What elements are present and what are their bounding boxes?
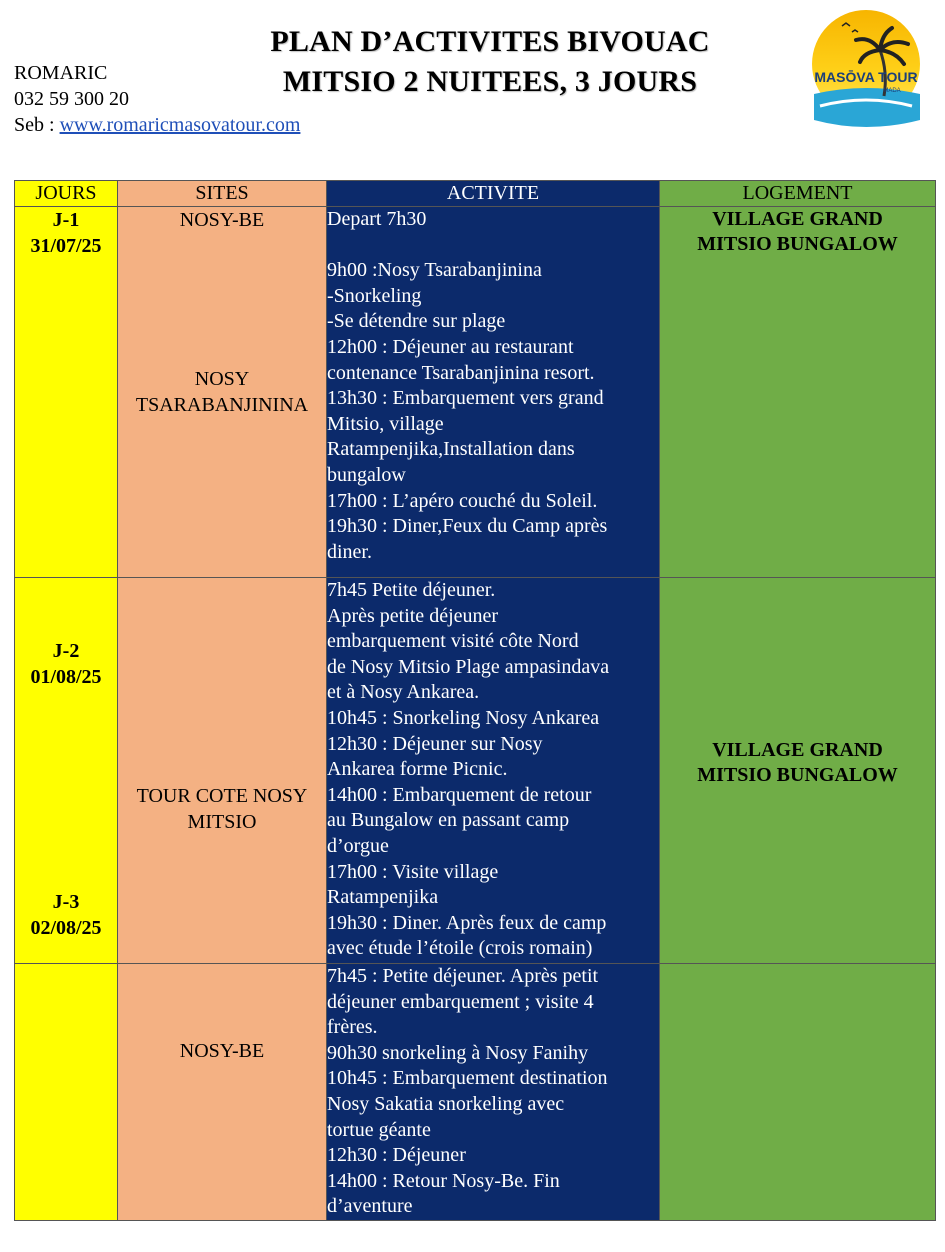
activity-plan-table [14, 180, 936, 1221]
day-label: J-2 [52, 640, 80, 662]
activity-line: Mitsio, village [327, 412, 444, 435]
activity-cell [327, 207, 660, 578]
activity-line: 10h45 : Snorkeling Nosy Ankarea [327, 706, 600, 729]
activity-line: 19h30 : Diner. Après feux de camp [327, 911, 607, 934]
title-line-2: MITSIO 2 NUITEES, 3 JOURS [282, 65, 698, 98]
day-date: 31/07/25 [30, 235, 102, 257]
logo-subtext: MADA [883, 88, 901, 94]
logement-line: VILLAGE GRAND [712, 739, 883, 761]
day-date: 02/08/25 [30, 917, 102, 939]
header-activite: ACTIVITE [327, 181, 660, 207]
activity-line: déjeuner embarquement ; visite 4 [327, 990, 594, 1013]
activity-line: 17h00 : L’apéro couché du Soleil. [327, 489, 598, 512]
activity-line: frères. [327, 1016, 378, 1039]
website-link[interactable]: www.romaricmasovatour.com [59, 114, 301, 136]
activity-line: diner. [327, 540, 372, 563]
activity-line: 10h45 : Embarquement destination [327, 1067, 608, 1090]
site-main [118, 1038, 326, 1064]
activity-line: 14h00 : Embarquement de retour [327, 783, 592, 806]
activity-line: au Bungalow en passant camp [327, 809, 570, 832]
activity-line: 19h30 : Diner,Feux du Camp après [327, 515, 608, 538]
activity-line: d’orgue [327, 834, 389, 857]
company-logo [800, 2, 932, 134]
logement-text [660, 738, 935, 788]
site-line: TSARABANJININA [135, 394, 309, 416]
activity-line: Après petite déjeuner [327, 604, 499, 627]
logement-cell [660, 578, 936, 964]
activity-line: 12h00 : Déjeuner au restaurant [327, 335, 574, 358]
contact-name: ROMARIC [14, 62, 108, 84]
logement-line: MITSIO BUNGALOW [697, 764, 898, 786]
activity-line: et à Nosy Ankarea. [327, 681, 480, 704]
site-main [118, 783, 326, 835]
table-row-day-3 [15, 964, 936, 1221]
logement-line: VILLAGE GRAND [712, 208, 883, 230]
activity-line: bungalow [327, 463, 406, 486]
activity-line: Ankarea forme Picnic. [327, 758, 508, 781]
page-title [240, 22, 740, 102]
activity-line: 12h30 : Déjeuner sur Nosy [327, 732, 543, 755]
logo-text: MASŌVA TOUR [814, 69, 918, 85]
activity-line: Ratampenjika [327, 886, 439, 909]
activity-line [327, 233, 659, 259]
activity-line: 17h00 : Visite village [327, 860, 499, 883]
activity-line: 12h30 : Déjeuner [327, 1144, 466, 1167]
table-row-day-2 [15, 578, 936, 964]
website-label: Seb : [14, 114, 60, 136]
activity-line: 9h00 :Nosy Tsarabanjinina [327, 259, 542, 282]
activity-line: embarquement visité côte Nord [327, 630, 579, 653]
header-sites: SITES [118, 181, 327, 207]
day-label: J-3 [52, 891, 80, 913]
activity-line: d’aventure [327, 1195, 413, 1218]
site-cell [118, 207, 327, 578]
logement-line: MITSIO BUNGALOW [697, 233, 898, 255]
activity-line: avec étude l’étoile (crois romain) [327, 937, 593, 960]
site-main [118, 366, 326, 418]
activity-line: 14h00 : Retour Nosy-Be. Fin [327, 1169, 560, 1192]
logement-cell [660, 964, 936, 1221]
day-date: 01/08/25 [30, 666, 102, 688]
activity-line: Nosy Sakatia snorkeling avec [327, 1092, 565, 1115]
header-logement: LOGEMENT [660, 181, 936, 207]
header-jours: JOURS [15, 181, 118, 207]
site-line: NOSY-BE [179, 1040, 265, 1063]
day-label: J-1 [52, 209, 80, 231]
site-start: NOSY-BE [179, 209, 265, 231]
contact-phone: 032 59 300 20 [14, 88, 129, 110]
logement-cell [660, 207, 936, 578]
activity-cell [327, 578, 660, 964]
site-line: MITSIO [187, 811, 257, 833]
contact-website-line [14, 112, 300, 138]
activity-line: tortue géante [327, 1118, 431, 1141]
site-line: TOUR COTE NOSY [136, 785, 308, 807]
activity-line: 90h30 snorkeling à Nosy Fanihy [327, 1041, 589, 1064]
day-cell [15, 207, 118, 578]
activity-line: 7h45 : Petite déjeuner. Après petit [327, 965, 599, 987]
site-cell [118, 964, 327, 1221]
activity-line: contenance Tsarabanjinina resort. [327, 361, 595, 384]
activity-line: 7h45 Petite déjeuner. [327, 579, 496, 601]
activity-line: -Se détendre sur plage [327, 310, 506, 333]
activity-line: Ratampenjika,Installation dans [327, 438, 575, 461]
activity-cell [327, 964, 660, 1221]
activity-line: 13h30 : Embarquement vers grand [327, 387, 604, 410]
table-header-row [15, 181, 936, 207]
site-cell [118, 578, 327, 964]
activity-line: de Nosy Mitsio Plage ampasindava [327, 655, 610, 678]
title-line-1: PLAN D’ACTIVITES BIVOUAC [270, 25, 710, 58]
activity-line: Depart 7h30 [327, 208, 427, 230]
activity-line: -Snorkeling [327, 284, 422, 307]
site-line: NOSY [194, 368, 250, 390]
day-cell [15, 891, 118, 1221]
table-row-day-1 [15, 207, 936, 578]
